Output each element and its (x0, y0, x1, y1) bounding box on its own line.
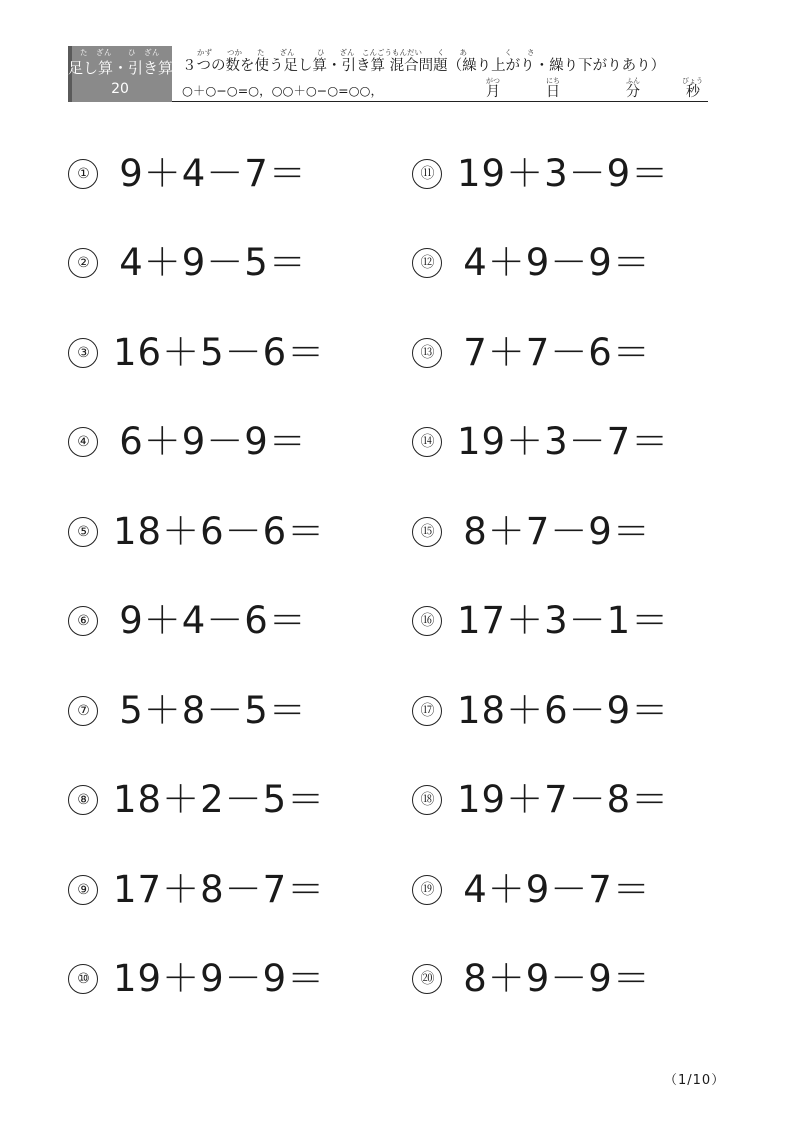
problem-expression: 17＋3－1＝ (457, 599, 670, 642)
problem-number: ⑩ (68, 964, 98, 994)
problem-number: ⑨ (68, 875, 98, 905)
problem-expression: 9＋4－7＝ (119, 152, 307, 195)
problem-item (68, 591, 307, 651)
problem-item (68, 233, 307, 293)
problem-item (412, 591, 670, 651)
problem-item (68, 144, 307, 204)
problem-item (68, 860, 326, 920)
problem-item (68, 323, 326, 383)
problem-number: ⑳ (412, 964, 442, 994)
problem-item (412, 412, 670, 472)
problem-item (68, 412, 307, 472)
problem-item (412, 860, 651, 920)
badge-number: 20 (111, 81, 129, 97)
problem-item (412, 949, 651, 1009)
problem-number: ⑧ (68, 785, 98, 815)
badge-title: 足し算・引き算 (68, 59, 174, 77)
minute-label: 分 (626, 84, 640, 100)
problem-expression: 9＋4－6＝ (119, 599, 307, 642)
problem-number: ⑱ (412, 785, 442, 815)
second-label: 秒 (686, 84, 700, 100)
problem-number: ② (68, 248, 98, 278)
problem-expression: 19＋9－9＝ (113, 957, 326, 1000)
problem-item (68, 949, 326, 1009)
problem-expression: 8＋9－9＝ (463, 957, 651, 1000)
problem-number: ⑯ (412, 606, 442, 636)
problem-item (68, 770, 326, 830)
problem-expression: 19＋7－8＝ (457, 778, 670, 821)
page-indicator: （1/10） (664, 1073, 726, 1088)
worksheet-title: ３つの数を使う足し算・引き算 混合問題（繰り上がり・繰り下がりあり） (182, 58, 666, 74)
pattern-text: ○＋○−○=○，○○＋○−○=○○， (182, 83, 383, 98)
problem-item (412, 681, 670, 741)
problem-expression: 18＋6－6＝ (113, 510, 326, 553)
problem-expression: 4＋9－5＝ (119, 241, 307, 284)
problem-item (412, 770, 670, 830)
problem-expression: 7＋7－6＝ (463, 331, 651, 374)
title-ruby: かず つか た ざん ひ ざん こんごうもんだい く あ く さ (182, 48, 535, 57)
problem-number: ⑭ (412, 427, 442, 457)
minute-ruby: ふん (626, 77, 640, 85)
problem-expression: 18＋2－5＝ (113, 778, 326, 821)
problem-expression: 6＋9－9＝ (119, 420, 307, 463)
problem-expression: 18＋6－9＝ (457, 689, 670, 732)
problem-expression: 5＋8－5＝ (119, 689, 307, 732)
problem-number: ③ (68, 338, 98, 368)
problem-number: ⑰ (412, 696, 442, 726)
day-label: 日 (546, 84, 560, 100)
problem-number: ⑪ (412, 159, 442, 189)
month-label: 月 (486, 84, 500, 100)
problem-expression: 4＋9－9＝ (463, 241, 651, 284)
problem-number: ⑦ (68, 696, 98, 726)
problem-item (412, 144, 670, 204)
problem-expression: 16＋5－6＝ (113, 331, 326, 374)
problem-expression: 19＋3－9＝ (457, 152, 670, 195)
problem-expression: 19＋3－7＝ (457, 420, 670, 463)
badge-ruby: た ざん ひ ざん (80, 48, 160, 57)
problem-number: ④ (68, 427, 98, 457)
problem-item (68, 502, 326, 562)
problem-number: ⑲ (412, 875, 442, 905)
problem-item (412, 233, 651, 293)
problem-number: ⑥ (68, 606, 98, 636)
second-ruby: びょう (682, 77, 703, 85)
day-ruby: にち (546, 77, 560, 85)
problem-expression: 4＋9－7＝ (463, 868, 651, 911)
problem-item (412, 323, 651, 383)
problem-number: ⑬ (412, 338, 442, 368)
problem-expression: 8＋7－9＝ (463, 510, 651, 553)
problem-number: ⑫ (412, 248, 442, 278)
problem-expression: 17＋8－7＝ (113, 868, 326, 911)
problem-item (412, 502, 651, 562)
problem-item (68, 681, 307, 741)
problem-number: ⑤ (68, 517, 98, 547)
month-ruby: がつ (486, 77, 500, 85)
problem-number: ⑮ (412, 517, 442, 547)
problem-number: ① (68, 159, 98, 189)
